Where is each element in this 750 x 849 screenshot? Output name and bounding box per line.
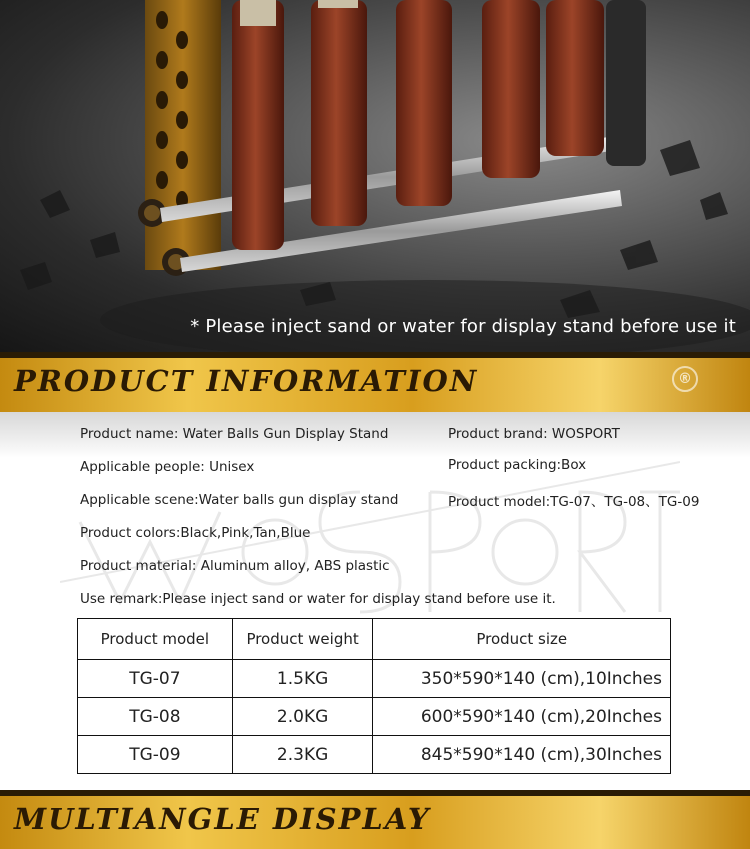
header-product-model: Product model [78,619,233,660]
usage-note: * Please inject sand or water for display stand before use it [190,316,736,337]
product-info-panel [0,412,750,790]
product-packing: Product packing:Box [448,457,587,473]
header-product-size: Product size [373,619,671,660]
cell-size: 350*590*140 (cm),10Inches [373,660,671,698]
section-title: MULTIANGLE DISPLAY [14,802,431,836]
gun-stocks [232,0,646,250]
table-row [78,736,671,774]
cell-size: 845*590*140 (cm),30Inches [373,736,671,774]
product-name: Product name: Water Balls Gun Display Stand [80,426,389,442]
product-colors: Product colors:Black,Pink,Tan,Blue [80,525,311,541]
banner-edge [0,352,750,358]
product-material: Product material: Aluminum alloy, ABS plastic [80,558,390,574]
registered-mark-icon: ® [672,366,698,392]
cell-weight: 2.0KG [232,698,373,736]
cell-model: TG-07 [78,660,233,698]
product-photo [0,0,750,352]
product-information-banner [0,352,750,412]
applicable-scene: Applicable scene:Water balls gun display stand [80,492,399,508]
banner-edge [0,790,750,796]
product-model: Product model:TG-07、TG-08、TG-09 [448,494,700,510]
cell-weight: 2.3KG [232,736,373,774]
stand-end-plate [138,0,221,276]
spec-table [77,618,671,774]
use-remark: Use remark:Please inject sand or water for display stand before use it. [80,591,556,607]
section-title: PRODUCT INFORMATION [14,364,479,398]
product-brand: Product brand: WOSPORT [448,426,620,442]
table-header-row [78,619,671,660]
header-product-weight: Product weight [232,619,373,660]
cell-size: 600*590*140 (cm),20Inches [373,698,671,736]
cell-model: TG-08 [78,698,233,736]
table-row [78,698,671,736]
cell-weight: 1.5KG [232,660,373,698]
cell-model: TG-09 [78,736,233,774]
multiangle-display-banner [0,790,750,849]
table-row [78,660,671,698]
applicable-people: Applicable people: Unisex [80,459,255,475]
display-stand-illustration [0,0,750,352]
